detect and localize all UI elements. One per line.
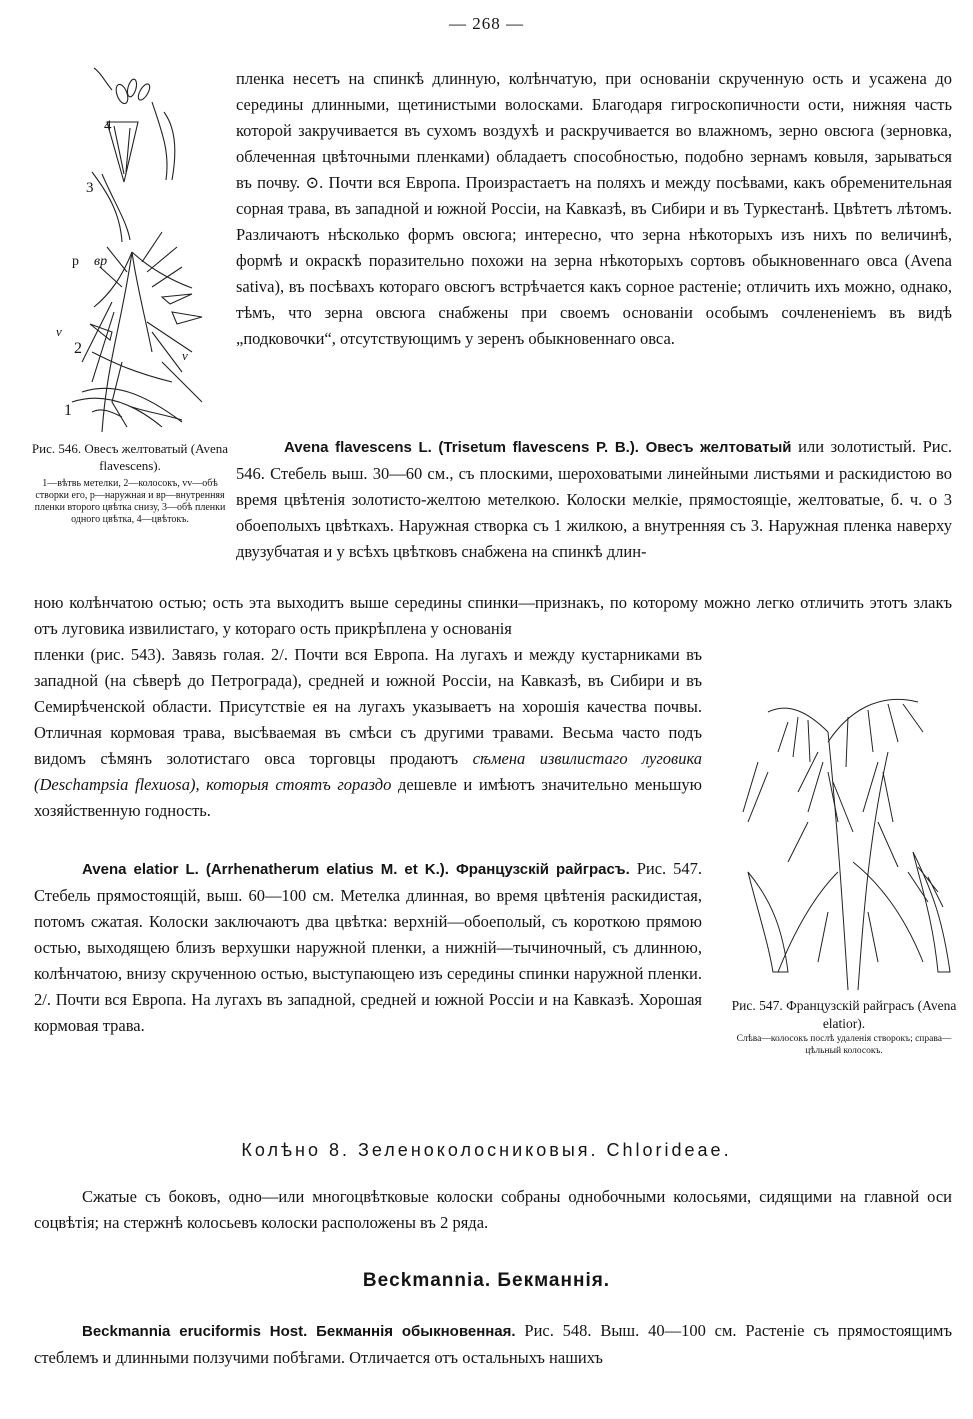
species-latin-name: Avena elatior L. (Arrhenatherum elatius M. et K.). bbox=[82, 861, 449, 878]
figure-label-vr: вр bbox=[94, 254, 108, 269]
species-description: Рис. 547. Стебель прямостоящій, выш. 60—100 см. Метелка длинная, во время цвѣтенія раскидистая, потомъ сжатая. Колоски заключаютъ два цвѣтка: верхній—обоеполый, съ короткою прямою остью, выходящею близъ верхушки наружной пленки, а нижній—тычиночный, съ длинною, колѣнчатою, внизу скрученною остью, выступающею изъ середины спинки наружной пленки. 2/. Почти вся Европа. На лугахъ въ западной, средней и южной Россіи и на Кавказѣ. Хорошая кормовая трава. bbox=[34, 859, 703, 1035]
genus-heading: Beckmannia. Бекманнія. bbox=[362, 1270, 611, 1291]
figure-label-v-right: v bbox=[182, 348, 188, 363]
figure-547-illustration bbox=[728, 672, 958, 1022]
figure-547-caption bbox=[724, 997, 964, 1057]
figure-label-v-left: v bbox=[56, 324, 62, 339]
figure-label-2: 2 bbox=[74, 340, 82, 357]
species-description-italic: сѣмена извилистаго луговика (Deschampsia flexuosa), которыя стоятъ гораздо bbox=[34, 749, 702, 794]
section-intro: Сжатые съ боковъ, одно—или многоцвѣтковые колоски собраны однобочными колосьями, сидящими на главной оси соцвѣтія; на стержнѣ колосьевъ колоски расположены въ 2 ряда. bbox=[34, 1187, 952, 1232]
figure-546-caption-title: Рис. 546. Овесъ желтоватый (Avena flavescens). bbox=[31, 441, 229, 473]
figure-label-3: 3 bbox=[86, 180, 94, 196]
page-number: — 268 — bbox=[449, 14, 524, 33]
paragraph-avena-flavescens-head bbox=[236, 434, 952, 565]
figure-label-1: 1 bbox=[64, 402, 72, 419]
figure-546-illustration bbox=[52, 62, 227, 432]
species-russian-name: Бекманнія обыкновенная. bbox=[316, 1323, 516, 1340]
species-name-rest: или золотистый. bbox=[798, 437, 916, 456]
figure-546-caption bbox=[30, 440, 230, 526]
species-russian-name: Овесъ желтоватый bbox=[645, 439, 792, 456]
figure-546-caption-note: 1—вѣтвь метелки, 2—колосокъ, vv—обѣ створки его, р—наружная и вр—внутренняя пленки второго цвѣтка снизу, 3—обѣ пленки одного цвѣтка, 4—цвѣтокъ. bbox=[34, 478, 226, 525]
species-latin-name: Avena flavescens L. (Trisetum flavescens P. B.). bbox=[284, 439, 639, 456]
species-description: Рис. 546. Стебель выш. 30—60 см., съ плоскими, шероховатыми линейными листьями и раскидистою во время цвѣтенія золотисто-желтою метелкою. Колоски мелкіе, прямостоящіе, желтоватые, б. ч. о 3 обоеполыхъ цвѣткахъ. Наружная створка съ 1 жилкою, а внутренняя съ 3. Наружная пленка наверху двузубчатая и у всѣхъ цвѣтковъ снабжена на спинкѣ длин- bbox=[236, 437, 953, 561]
paragraph-beckmannia bbox=[34, 1318, 952, 1371]
section-heading: Колѣно 8. Зеленоколосниковыя. Chlorideae. bbox=[241, 1140, 732, 1160]
figure-547-caption-note: Слѣва—колосокъ послѣ удаленія створокъ; справа—цѣльный колосокъ. bbox=[736, 1034, 952, 1056]
species-latin-name: Beckmannia eruciformis Host. bbox=[82, 1323, 308, 1340]
figure-547-caption-title: Рис. 547. Французскій райграсъ (Avena elatior). bbox=[731, 998, 957, 1031]
paragraph-avena-flavescens-narrow bbox=[34, 642, 702, 824]
paragraph-avena-elatior bbox=[34, 856, 702, 1039]
species-description-end: дешевле и имѣютъ значительно меньшую хозяйственную годность. bbox=[34, 775, 703, 820]
paragraph-oat-weed: пленка несетъ на спинкѣ длинную, колѣнчатую, при основаніи скрученную ость и усажена до середины длинными, щетинистыми волосками. Благодаря гигроскопичности ости, нижняя часть которой закручивается въ сухомъ воздухѣ и раскручивается во влажномъ, зерно овсюга (зерновка, облеченная цвѣточными пленками) обладаетъ способностью, подобно зернамъ ковыля, зарываться въ почву. ⊙. Почти вся Европа. Произрастаетъ на поляхъ и между посѣвами, какъ обременительная сорная трава, въ западной и южной Россіи, на Кавказѣ, въ Сибири и въ Туркестанѣ. Цвѣтетъ лѣтомъ. Различаютъ нѣсколько формъ овсюга; интересно, что зерна нѣкоторыхъ изъ нихъ по величинѣ, формѣ и окраскѣ поразительно похожи на зерна нѣкоторыхъ сортовъ обыкновеннаго овса (Avena sativa), въ посѣвахъ котораго овсюгъ встрѣчается какъ сорное растеніе; отличить ихъ можно, однако, тѣмъ, что зерна овсюга снабжены при своемъ основаніи особымъ сочлененіемъ въ видѣ „подковочки“, отсутствующимъ у зеренъ обыкновеннаго овса. bbox=[236, 69, 952, 348]
species-description: Рис. 548. Выш. 40—100 см. Растеніе съ прямостоящимъ стеблемъ и длинными ползучими побѣгами. Отличается отъ остальныхъ нашихъ bbox=[34, 1321, 953, 1367]
figure-label-p: р bbox=[72, 254, 79, 269]
paragraph-avena-flavescens-wide: ною колѣнчатою остью; ость эта выходитъ выше середины спинки—признакъ, по которому можно легко отличить этотъ злакъ отъ луговика извилистаго, у котораго ость прикрѣплена у основанія bbox=[34, 593, 952, 638]
figure-label-4: 4 bbox=[104, 118, 112, 134]
species-russian-name: Французскій райграсъ. bbox=[455, 861, 630, 878]
species-description-cont: пленки (рис. 543). Завязь голая. 2/. Почти вся Европа. На лугахъ и между кустарниками въ западной (на сѣверѣ до Петрограда), средней и южной Россіи, на Кавказѣ, въ Сибири и въ Семирѣченской области. Присутствіе ея на лугахъ указываетъ на хорошія качества почвы. Отличная кормовая трава, высѣваемая въ смѣси съ другими травами. Весьма часто подъ видомъ сѣмянъ золотистаго овса торговцы продаютъ bbox=[34, 645, 702, 768]
